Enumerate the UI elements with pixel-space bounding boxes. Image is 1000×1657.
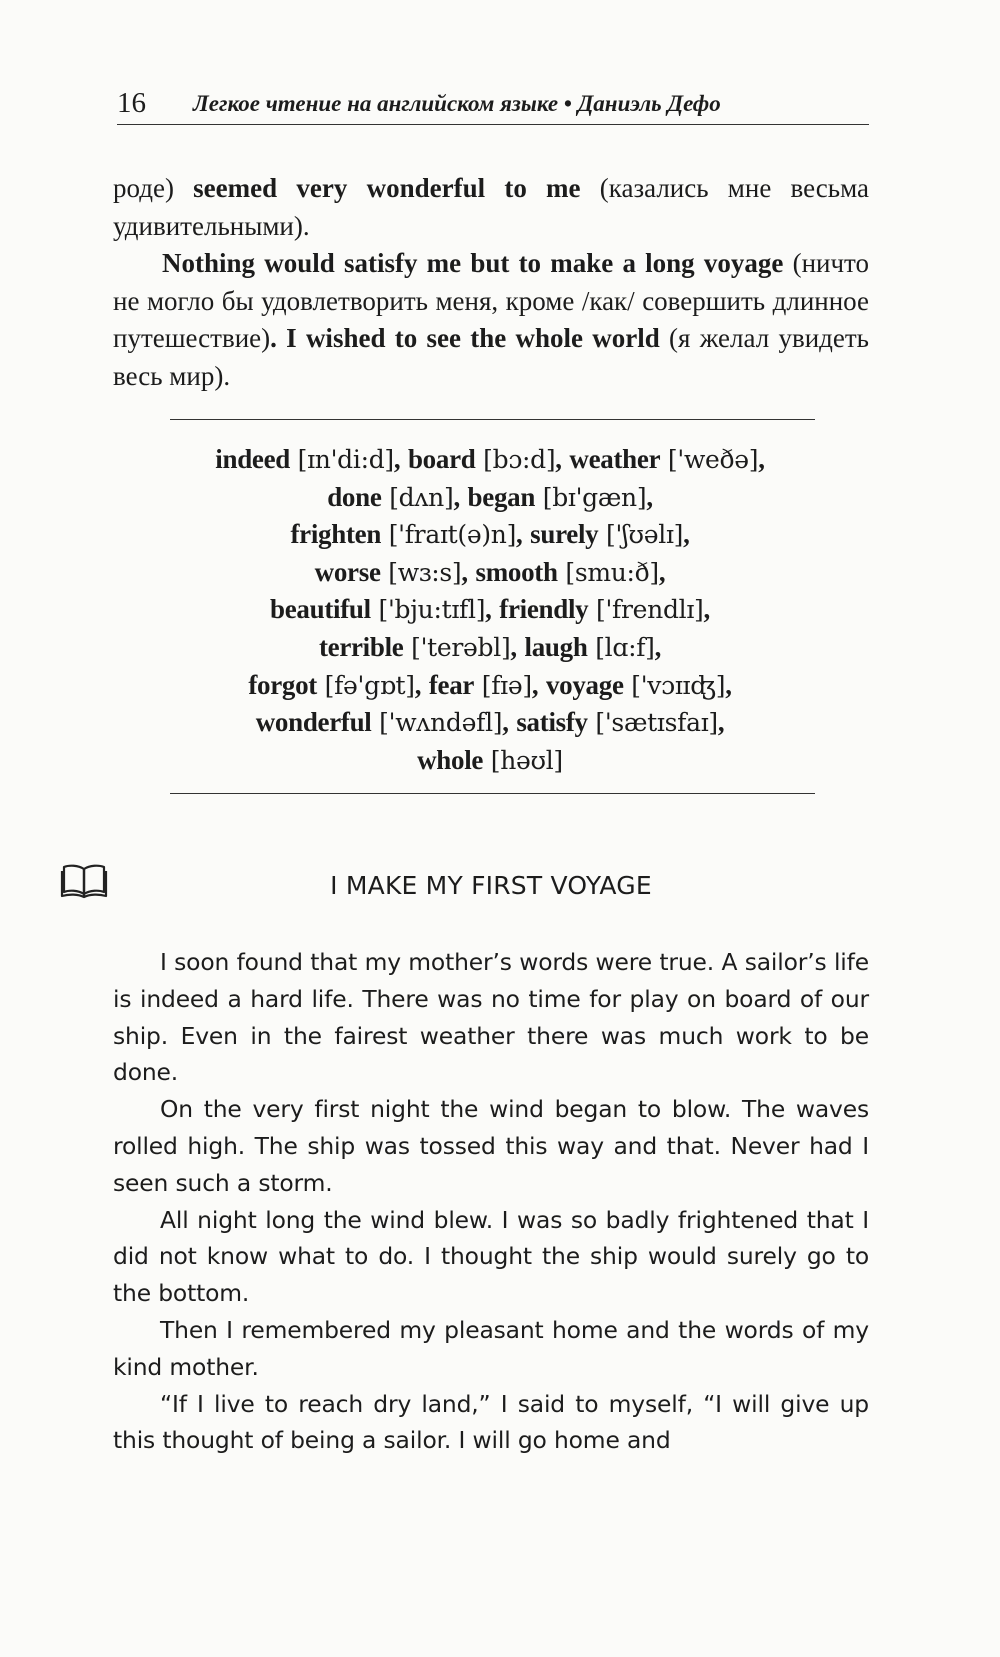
intro-paragraph-voyage bbox=[113, 245, 869, 395]
vocab-transcription: ['sætɪsfaɪ] bbox=[595, 708, 718, 738]
vocabulary-top-rule bbox=[170, 419, 815, 420]
vocab-transcription: [wɜ:s] bbox=[388, 557, 462, 587]
page-header bbox=[117, 86, 869, 125]
vocab-word: frighten bbox=[290, 519, 382, 550]
vocab-word: beautiful bbox=[270, 594, 371, 625]
vocab-word: friendly bbox=[499, 594, 589, 625]
vocab-transcription: [həʊl] bbox=[490, 745, 563, 775]
vocab-transcription: [bɔ:d] bbox=[483, 445, 556, 474]
vocab-word: indeed bbox=[215, 444, 290, 474]
vocab-word: satisfy bbox=[516, 707, 588, 738]
vocab-word: began bbox=[467, 481, 536, 512]
chapter-title: I MAKE MY FIRST VOYAGE bbox=[330, 871, 652, 900]
vocab-word: fear bbox=[428, 669, 475, 700]
vocab-transcription: [fə'gɒt] bbox=[324, 670, 415, 700]
open-book-icon bbox=[60, 862, 108, 900]
page-number: 16 bbox=[117, 87, 146, 119]
vocab-word: forgot bbox=[248, 669, 317, 700]
story-paragraph: “If I live to reach dry land,” I said to myself, “I will give up this thought of being a sailor. I will go home and bbox=[113, 1389, 869, 1455]
vocab-transcription: ['bju:tɪfl] bbox=[378, 595, 486, 625]
vocab-transcription: ['fraɪt(ə)n] bbox=[388, 520, 517, 550]
vocab-word: board bbox=[407, 444, 476, 474]
vocab-transcription: ['frendlɪ] bbox=[596, 595, 704, 625]
vocab-word: surely bbox=[530, 519, 599, 550]
running-title: Легкое чтение на английском языке • Даниэль Дефо bbox=[193, 91, 721, 116]
vocab-transcription: [ɪn'di:d] bbox=[297, 445, 394, 474]
vocab-word: terrible bbox=[318, 631, 404, 662]
intro-translation: (ничто не могло бы удовлетворить меня, кроме /как/ совершить длинное путешествие) bbox=[113, 248, 869, 353]
story-paragraph: I soon found that my mother’s words were true. A sailor’s life is indeed a hard life. There was no time for play on board of our ship. Even in the fairest weather there was much work to be done. bbox=[113, 948, 869, 1087]
vocab-transcription: [dʌn] bbox=[389, 482, 454, 512]
intro-translation: (я желал увидеть весь мир). bbox=[113, 323, 869, 391]
vocab-transcription: ['weðə] bbox=[667, 445, 759, 474]
intro-paragraph-continued bbox=[113, 170, 869, 245]
intro-bold-phrase: Nothing would satisfy me but to make a long voyage bbox=[162, 248, 784, 278]
vocab-transcription: ['vɔɪɪʤ] bbox=[631, 670, 726, 700]
intro-text: роде) bbox=[113, 173, 194, 203]
chapter-text bbox=[113, 944, 869, 1459]
story-paragraph: On the very first night the wind began to blow. The waves rolled high. The ship was tossed this way and that. Never had I seen such a storm. bbox=[113, 1095, 869, 1197]
vocab-transcription: [fɪə] bbox=[481, 670, 532, 700]
vocab-word: whole bbox=[417, 744, 484, 775]
vocab-transcription: ['wʌndəfl] bbox=[379, 708, 503, 738]
story-paragraph: Then I remembered my pleasant home and the words of my kind mother. bbox=[113, 1315, 869, 1381]
vocab-word: done bbox=[327, 481, 382, 512]
vocab-word: worse bbox=[314, 556, 381, 587]
intro-translation: (казались мне весьма удивительными). bbox=[113, 173, 869, 241]
vocab-word: laugh bbox=[524, 631, 588, 662]
intro-bold-phrase: seemed very wonderful to me bbox=[193, 173, 581, 203]
vocab-word: voyage bbox=[545, 669, 624, 700]
vocab-transcription: ['terəbl] bbox=[411, 632, 511, 662]
vocab-transcription: [smu:ð] bbox=[565, 557, 659, 587]
vocabulary-list: indeed [ɪn'di:d], board [bɔ:d], weather ['weðə], done [dʌn], began [bɪ'gæn], frighten ['fraɪt(ə)n], surely ['ʃʊəlɪ], worse [wɜ:s], smooth [smu:ð], beautiful ['bju:tɪfl], friendly ['frendlɪ], terrible ['terəbl], laugh [lɑ:f], forgot [fə'gɒt], fear [fɪə], voyage ['vɔɪɪʤ], wonderful ['wʌndəfl], satisfy ['sætɪsfaɪ], whole [həʊl] bbox=[215, 444, 765, 775]
vocabulary-bottom-rule bbox=[170, 793, 815, 794]
vocab-word: weather bbox=[569, 444, 661, 474]
vocab-word: smooth bbox=[475, 556, 558, 587]
vocab-word: wonderful bbox=[255, 707, 372, 738]
vocab-transcription: [bɪ'gæn] bbox=[542, 482, 647, 512]
vocab-transcription: [lɑ:f] bbox=[595, 632, 655, 662]
intro-bold-phrase: . I wished to see the whole world bbox=[270, 323, 660, 353]
vocab-transcription: ['ʃʊəlɪ] bbox=[606, 520, 684, 550]
story-paragraph: All night long the wind blew. I was so badly frightened that I did not know what to do. I thought the ship would surely go to the bottom. bbox=[113, 1205, 869, 1308]
